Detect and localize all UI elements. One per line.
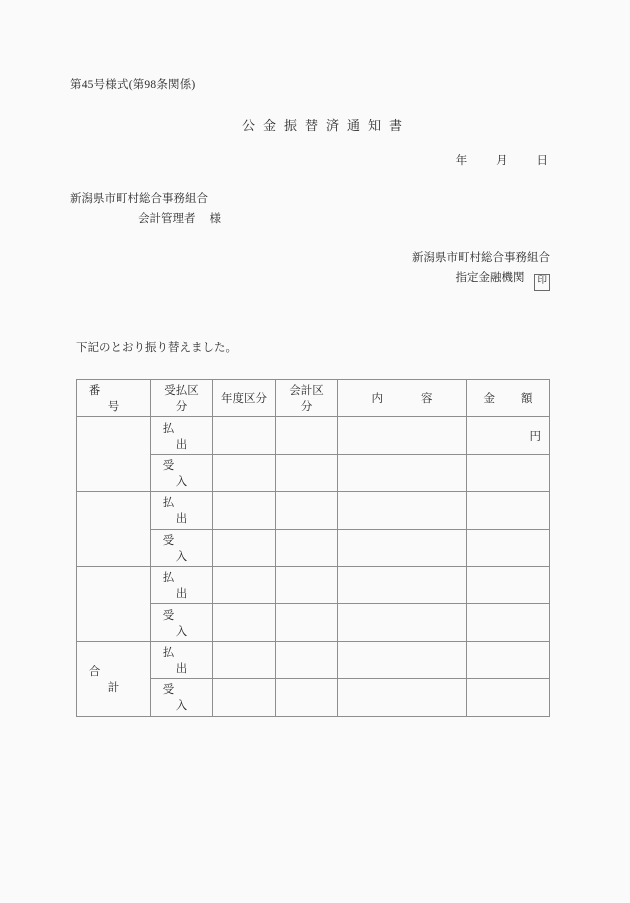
cell-fiscal-year[interactable] bbox=[213, 566, 276, 603]
table-row bbox=[77, 492, 550, 529]
cell-receipt-label: 受入 bbox=[151, 529, 213, 566]
cell-amount[interactable] bbox=[467, 604, 550, 641]
cell-fiscal-year[interactable] bbox=[213, 417, 276, 454]
cell-amount[interactable] bbox=[467, 492, 550, 529]
table-row bbox=[77, 641, 550, 678]
cell-account-type[interactable] bbox=[276, 417, 338, 454]
cell-amount[interactable] bbox=[467, 679, 550, 716]
cell-total-label[interactable]: 合計 bbox=[77, 641, 151, 716]
cell-number[interactable] bbox=[77, 566, 151, 641]
addressee-honorific: 様 bbox=[209, 213, 221, 225]
cell-payout-label: 払出 bbox=[151, 492, 213, 529]
addressee-person-line bbox=[70, 209, 221, 229]
cell-description[interactable] bbox=[338, 492, 467, 529]
cell-fiscal-year[interactable] bbox=[213, 604, 276, 641]
cell-fiscal-year[interactable] bbox=[213, 529, 276, 566]
date-day-label: 日 bbox=[536, 155, 548, 167]
table-row bbox=[77, 417, 550, 454]
cell-description[interactable] bbox=[338, 529, 467, 566]
header-amount bbox=[467, 380, 550, 417]
sender-organization: 新潟県市町村総合事務組合 bbox=[412, 252, 550, 264]
header-description-char2: 容 bbox=[421, 393, 433, 406]
header-account-type: 会計区分 bbox=[276, 380, 338, 417]
cell-description[interactable] bbox=[338, 566, 467, 603]
sender-role: 指定金融機関 bbox=[455, 272, 525, 284]
cell-fiscal-year[interactable] bbox=[213, 454, 276, 491]
header-number-char2: 号 bbox=[107, 401, 120, 414]
cell-number[interactable] bbox=[77, 417, 151, 492]
cell-fiscal-year[interactable] bbox=[213, 641, 276, 678]
sender-block bbox=[0, 248, 550, 291]
header-payment-type: 受払区分 bbox=[151, 380, 213, 417]
transfer-table bbox=[76, 379, 550, 717]
cell-account-type[interactable] bbox=[276, 679, 338, 716]
table-row bbox=[77, 566, 550, 603]
addressee-block bbox=[70, 189, 221, 229]
cell-payout-label: 払出 bbox=[151, 641, 213, 678]
date-year-label: 年 bbox=[455, 155, 468, 167]
cell-account-type[interactable] bbox=[276, 492, 338, 529]
header-amount-char2: 額 bbox=[521, 393, 533, 406]
cell-amount[interactable] bbox=[467, 529, 550, 566]
cell-payout-label: 払出 bbox=[151, 417, 213, 454]
cell-account-type[interactable] bbox=[276, 566, 338, 603]
cell-amount[interactable] bbox=[467, 566, 550, 603]
cell-account-type[interactable] bbox=[276, 454, 338, 491]
header-fiscal-year: 年度区分 bbox=[213, 380, 276, 417]
header-amount-char1: 金 bbox=[483, 393, 495, 406]
date-month-label: 月 bbox=[496, 155, 508, 167]
cell-description[interactable] bbox=[338, 641, 467, 678]
cell-receipt-label: 受入 bbox=[151, 679, 213, 716]
cell-description[interactable] bbox=[338, 679, 467, 716]
cell-description[interactable] bbox=[338, 454, 467, 491]
transfer-table-body bbox=[77, 417, 550, 716]
date-line bbox=[0, 152, 548, 168]
cell-amount[interactable]: 円 bbox=[467, 417, 550, 454]
cell-fiscal-year[interactable] bbox=[213, 492, 276, 529]
table-header-row bbox=[77, 380, 550, 417]
cell-receipt-label: 受入 bbox=[151, 604, 213, 641]
document-title: 公金振替済通知書 bbox=[241, 118, 410, 133]
cell-receipt-label: 受入 bbox=[151, 454, 213, 491]
seal-stamp-icon: 印 bbox=[534, 274, 550, 291]
cell-number[interactable] bbox=[77, 492, 151, 567]
header-description bbox=[338, 380, 467, 417]
sender-role-line bbox=[0, 268, 550, 291]
cell-account-type[interactable] bbox=[276, 604, 338, 641]
cell-description[interactable] bbox=[338, 604, 467, 641]
header-description-char1: 内 bbox=[371, 393, 383, 406]
lead-in-sentence: 下記のとおり振り替えました。 bbox=[76, 342, 237, 354]
form-number: 第45号様式(第98条関係) bbox=[70, 79, 196, 91]
addressee-organization: 新潟県市町村総合事務組合 bbox=[70, 193, 208, 205]
cell-payout-label: 払出 bbox=[151, 566, 213, 603]
cell-amount[interactable] bbox=[467, 641, 550, 678]
addressee-person: 会計管理者 bbox=[138, 213, 196, 225]
header-number-char1: 番 bbox=[88, 385, 101, 398]
cell-account-type[interactable] bbox=[276, 641, 338, 678]
transfer-table-wrapper bbox=[76, 379, 549, 717]
cell-account-type[interactable] bbox=[276, 529, 338, 566]
cell-fiscal-year[interactable] bbox=[213, 679, 276, 716]
cell-amount[interactable] bbox=[467, 454, 550, 491]
header-number bbox=[77, 380, 151, 417]
cell-description[interactable] bbox=[338, 417, 467, 454]
